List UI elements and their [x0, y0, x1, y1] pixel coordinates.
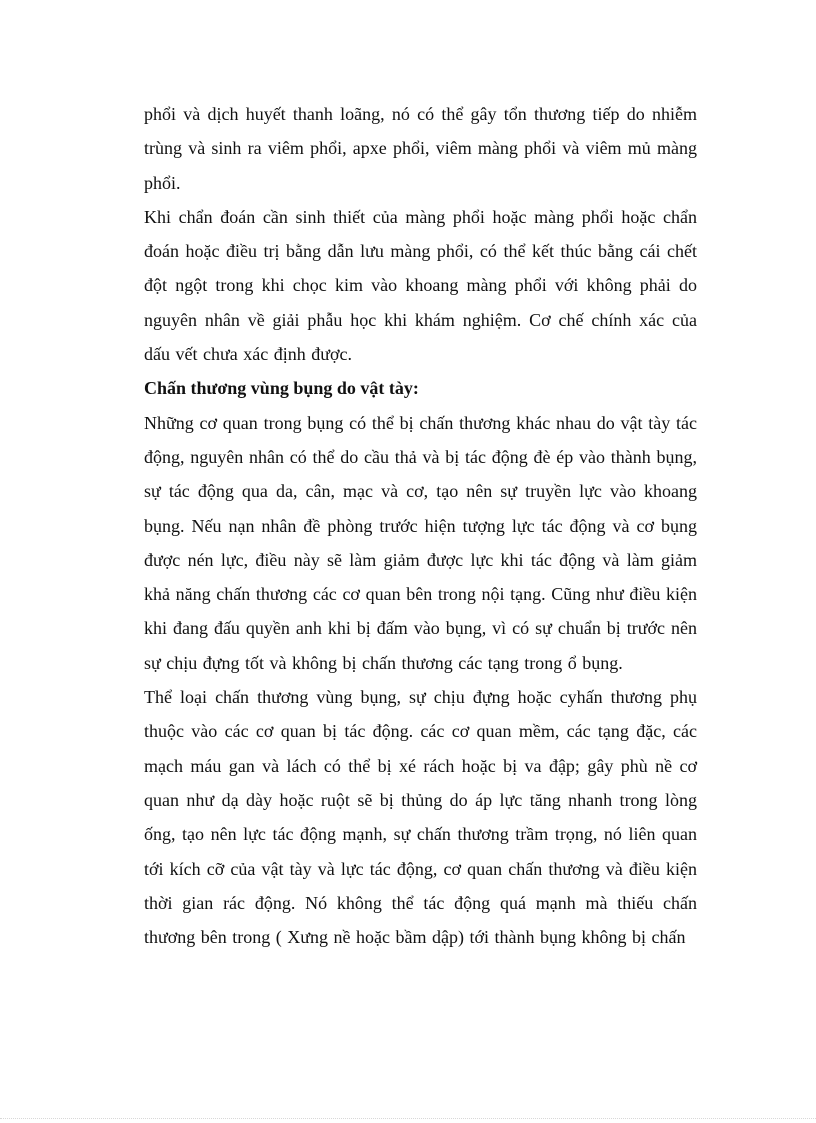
paragraph-trauma-types: Thể loại chấn thương vùng bụng, sự chịu đựng hoặc cyhấn thương phụ thuộc vào các cơ quan bị tác động. các cơ quan mềm, các tạng đặc, các mạch máu gan và lách có thể bị xé rách hoặc bị va đập; gây phù nề cơ quan như dạ dày hoặc ruột sẽ bị thủng do áp lực tăng nhanh trong lòng ống, tạo nên lực tác động mạnh, sự chấn thương trầm trọng, nó liên quan tới kích cỡ của vật tày và lực tác động, cơ quan chấn thương và điều kiện thời gian rác động. Nó không thể tác động quá mạnh mà thiếu chấn thương bên trong ( Xưng nề hoặc bầm dập) tới thành bụng không bị chấn — [144, 687, 697, 948]
page-bottom-border — [0, 1118, 816, 1119]
paragraph-abdominal-organs: Những cơ quan trong bụng có thể bị chấn thương khác nhau do vật tày tác động, nguyên nhân có thể do cầu thả và bị tác động đè ép vào thành bụng, sự tác động qua da, cân, mạc và cơ, tạo nên sự truyền lực vào khoang bụng. Nếu nạn nhân đề phòng trước hiện tượng lực tác động và cơ bụng được nén lực, điều này sẽ làm giảm được lực khi tác động và làm giảm khả năng chấn thương các cơ quan bên trong nội tạng. Cũng như điều kiện khi đang đấu quyền anh khi bị đấm vào bụng, vì có sự chuẩn bị trước nên sự chịu đựng tốt và không bị chấn thương các tạng trong ổ bụng. — [144, 412, 697, 673]
paragraph-lung-infection: phổi và dịch huyết thanh loãng, nó có thể gây tổn thương tiếp do nhiễm trùng và sinh ra viêm phổi, apxe phổi, viêm màng phổi và viêm mủ màng phổi. — [144, 104, 697, 193]
paragraph-pleural-biopsy: Khi chẩn đoán cần sinh thiết của màng phổi hoặc màng phổi hoặc chẩn đoán hoặc điều trị bằng dẫn lưu màng phổi, có thể kết thúc bằng cái chết đột ngột trong khi chọc kim vào khoang màng phổi với không phải do nguyên nhân về giải phẫu học khi khám nghiệm. Cơ chế chính xác của dấu vết chưa xác định được. — [144, 206, 697, 365]
section-heading-blunt-abdominal-trauma: Chấn thương vùng bụng do vật tày: — [144, 378, 419, 399]
document-body — [144, 97, 697, 954]
